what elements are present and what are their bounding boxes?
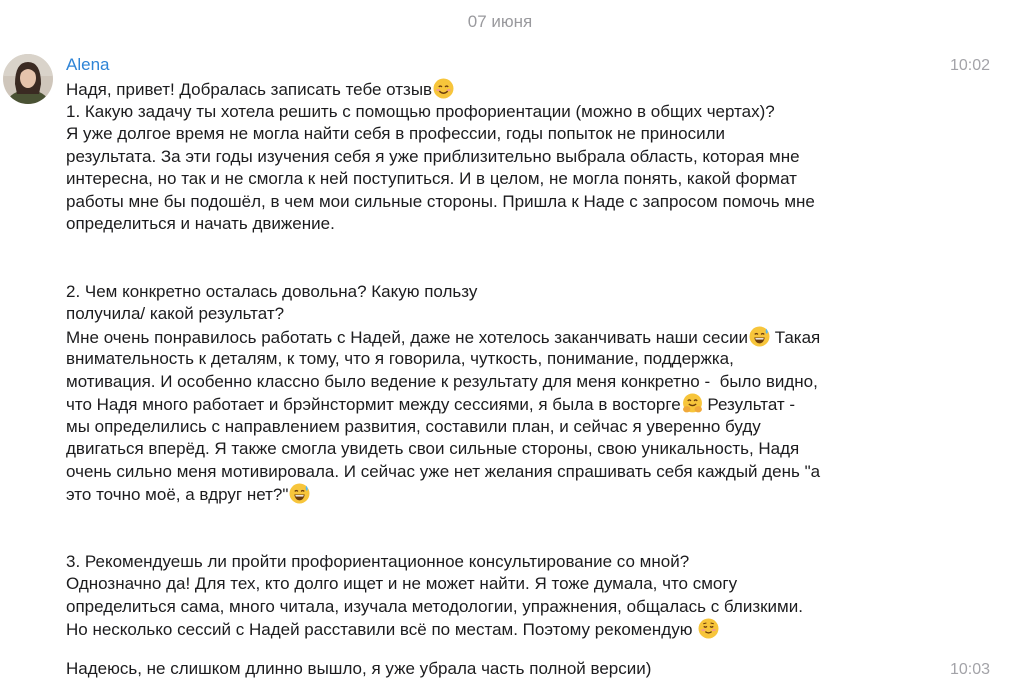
avatar-photo [3,54,53,104]
message-line: работы мне бы подошёл, в чем мои сильные стороны. Пришла к Наде с запросом помочь мне [66,191,815,211]
message-line: Я уже долгое время не могла найти себя в профессии, годы попыток не приносили [66,124,725,143]
message-line: Мне очень понравилось работать с Надей, даже не хотелось заканчивать наши сесии Такая [66,327,821,347]
grinning-sweat-emoji-icon [289,483,310,504]
message-time: 10:02 [949,57,990,74]
date-separator: 07 июня [467,12,533,31]
sender-name[interactable]: Alena [66,55,110,74]
message-line: 3. Рекомендуешь ли пройти профориентационное консультирование со мной? [66,551,690,571]
message-line: 1. Какую задачу ты хотела решить с помощью профориентации (можно в общих чертах)? [66,101,775,121]
message-line: мотивация. И особенно классно было ведение к результату для меня конкретно - было видно, [66,371,818,391]
grinning-sweat-emoji-icon [749,326,770,347]
message-text [66,78,946,641]
message-time: 10:03 [949,661,990,678]
message-text: Надеюсь, не слишком длинно вышло, я уже убрала часть полной версии) [66,659,652,678]
smiling-face-emoji-icon [433,78,454,99]
message-line: Надя, привет! Добралась записать тебе отзыв [66,78,946,101]
message-line: это точно моё, а вдруг нет?" [66,483,946,506]
message-line: Но несколько сессий с Надей расставили всё по местам. Поэтому рекомендую [66,618,946,641]
message-line: определиться и начать движение. [66,214,335,233]
message-line: что Надя много работает и брэйнстормит между сессиями, я была в восторге Результат - [66,395,796,414]
avatar[interactable] [3,54,53,104]
message-line: двигаться вперёд. Я также смогла увидеть свои сильные стороны, свою уникальность, Надя [66,439,800,458]
message-line: получила/ какой результат? [66,304,285,323]
message-line: интересна, но так и не смогла к ней поступиться. И в целом, не могла понять, какой формат [66,169,797,188]
message-line: Однозначно да! Для тех, кто долго ищет и не может найти. Я тоже думала, что смогу [66,574,738,593]
message-line: мы определились с направлением развития, составили план, и сейчас я уверенно буду [66,416,761,436]
message-line: результата. За эти годы изучения себя я уже приблизительно выбрала область, которая мне [66,146,800,166]
message-line: определиться сама, много читала, изучала методологии, упражнения, общалась с близкими. [66,596,803,616]
relieved-smiling-face-emoji-icon [698,618,719,639]
message-line: внимательность к деталям, к тому, что я говорила, чуткость, понимание, поддержка, [66,349,734,368]
hugging-face-emoji-icon [682,393,703,414]
message-line: 2. Чем конкретно осталась довольна? Какую пользу [66,281,478,301]
message-line: очень сильно меня мотивировала. И сейчас уже нет желания спрашивать себя каждый день "а [66,461,821,481]
